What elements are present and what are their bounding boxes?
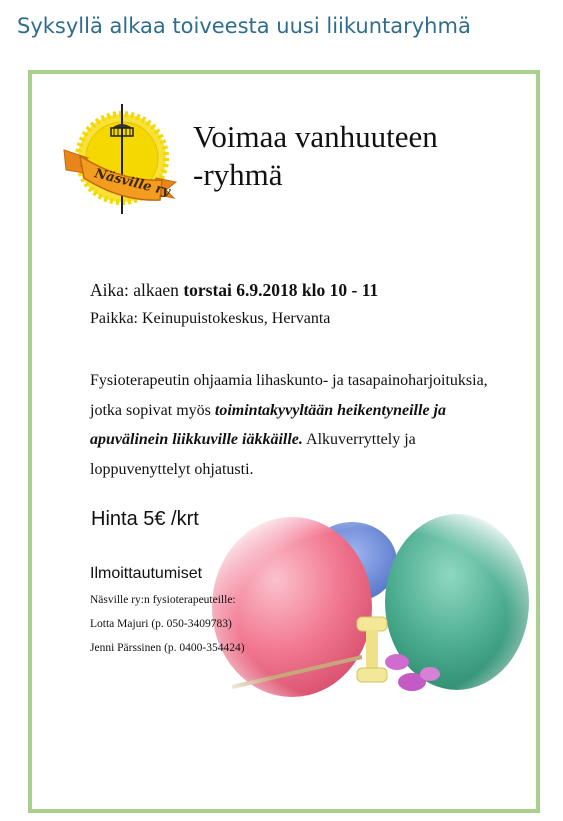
place-line: Paikka: Keinupuistokeskus, Hervanta bbox=[90, 310, 331, 327]
time-prefix: alkaen bbox=[133, 280, 179, 300]
exercise-balls-image bbox=[212, 512, 532, 722]
time-label: Aika: bbox=[90, 280, 129, 300]
nasville-logo bbox=[62, 100, 177, 215]
contact-line: Lotta Majuri (p. 050-3409783) bbox=[90, 618, 232, 630]
price: Hinta 5€ /krt bbox=[91, 508, 199, 530]
contact-line: Näsville ry:n fysioterapeuteille: bbox=[90, 594, 236, 606]
poster-title bbox=[193, 118, 438, 194]
title-line-1: Voimaa vanhuuteen bbox=[193, 119, 438, 154]
poster-frame bbox=[28, 70, 540, 813]
description bbox=[90, 366, 520, 484]
registration-title: Ilmoittautumiset bbox=[90, 565, 203, 582]
svg-text:Näsville ry: Näsville ry bbox=[92, 166, 172, 200]
desc-part-1: Fysioterapeutin ohjaamia lihaskunto- ja tasapainoharjoituksia, jotka sopivat myös bbox=[90, 372, 488, 419]
page-heading: Syksyllä alkaa toiveesta uusi liikuntaryhmä bbox=[17, 14, 471, 38]
time-line bbox=[90, 280, 378, 301]
time-value: torstai 6.9.2018 klo 10 - 11 bbox=[183, 280, 379, 300]
desc-part-2: Alkuverryttely ja loppuvenyttelyt ohjatusti. bbox=[90, 431, 416, 478]
contact-line: Jenni Pärssinen (p. 0400-354424) bbox=[90, 642, 245, 654]
desc-emphasis: toimintakyvyltään heikentyneille ja apuvälinein liikkuville iäkkäille. bbox=[90, 401, 446, 448]
title-line-2: -ryhmä bbox=[193, 157, 283, 192]
